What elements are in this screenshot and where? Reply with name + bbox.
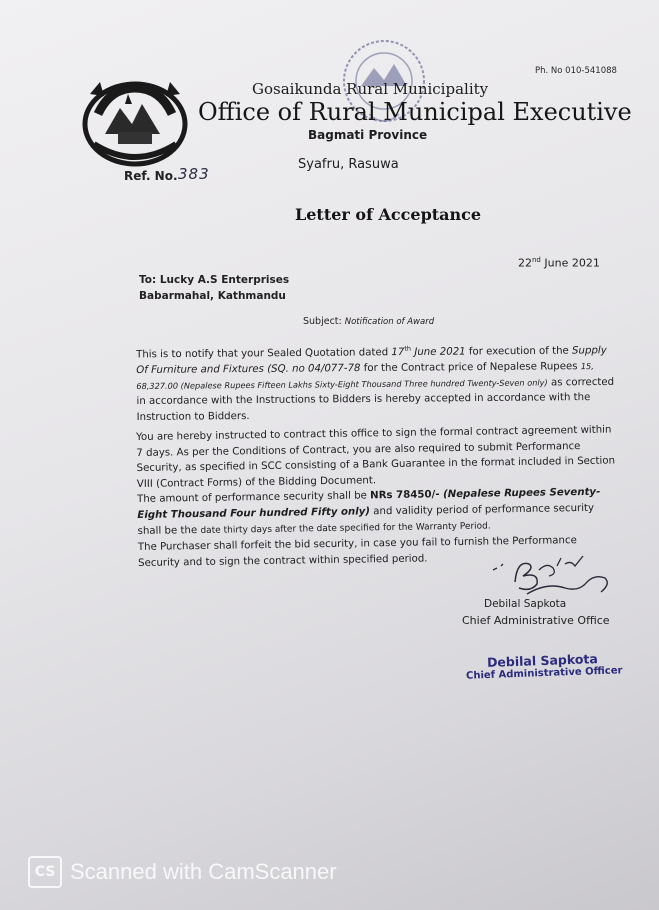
office-name: Office of Rural Municipal Executive [198, 98, 632, 126]
signatory-name: Debilal Sapkota [484, 598, 567, 610]
recipient-block [139, 272, 289, 304]
recipient-name: To: Lucky A.S Enterprises [139, 274, 290, 286]
paragraph-instructions: You are hereby instructed to contract this office to sign the formal contract agreement within 7 days. As per the Conditions of Contract, you are also required to submit Performance Security, as specified in SCC consisting of a Bank Guarantee in the format included in Section VIII (Contract Forms) of the Bidding Document. The amount of performance security shall be NRs 78450/- (Nepalese Rupees Seventy-Eight Thousand Four hundred Fifty only) and validity period of performance security shall be the date thirty days after the date specified for the Warranty Period. The Purchaser shall forfeit the bid security, in case you fail to furnish the Performance Security and to sign the contract within specified period. [136, 424, 616, 569]
stamp-title: Chief Administrative Officer [465, 665, 623, 682]
letter-title: Letter of Acceptance [295, 205, 482, 224]
ref-value: 383 [178, 165, 210, 183]
camscanner-logo-icon: CS [28, 856, 62, 888]
subject-line: Subject: Notification of Award [303, 316, 435, 327]
camscanner-watermark [28, 855, 337, 889]
government-emblem-icon [80, 74, 190, 170]
camscanner-text: Scanned with CamScanner [70, 859, 337, 884]
signatory-title: Chief Administrative Office [462, 614, 610, 627]
recipient-address: Babarmahal, Kathmandu [139, 290, 286, 302]
phone-number: Ph. No 010-541088 [535, 66, 617, 76]
letter-date: 22nd June 2021 [518, 256, 600, 270]
stamp-name: Debilal Sapkota [486, 651, 599, 670]
ref-label: Ref. No. [124, 169, 178, 183]
paragraph-notification: This is to notify that your Sealed Quotation dated 17th June 2021 for execution of the Supply Of Furniture and Fixtures (SQ. no 04/077-78 for the Contract price of Nepalese Rupees 15, 68,327.00 (Nepalese Rupees Fifteen Lakhs Sixty-Eight Thousand Three hundred Twenty-Seven only) as corrected in accordance with the Instructions to Bidders is hereby accepted in accordance with the Instruction to Bidders. [136, 344, 615, 423]
province-name: Bagmati Province [308, 128, 428, 142]
office-address: Syafru, Rasuwa [298, 157, 399, 172]
municipality-name: Gosaikunda Rural Municipality [252, 80, 489, 98]
